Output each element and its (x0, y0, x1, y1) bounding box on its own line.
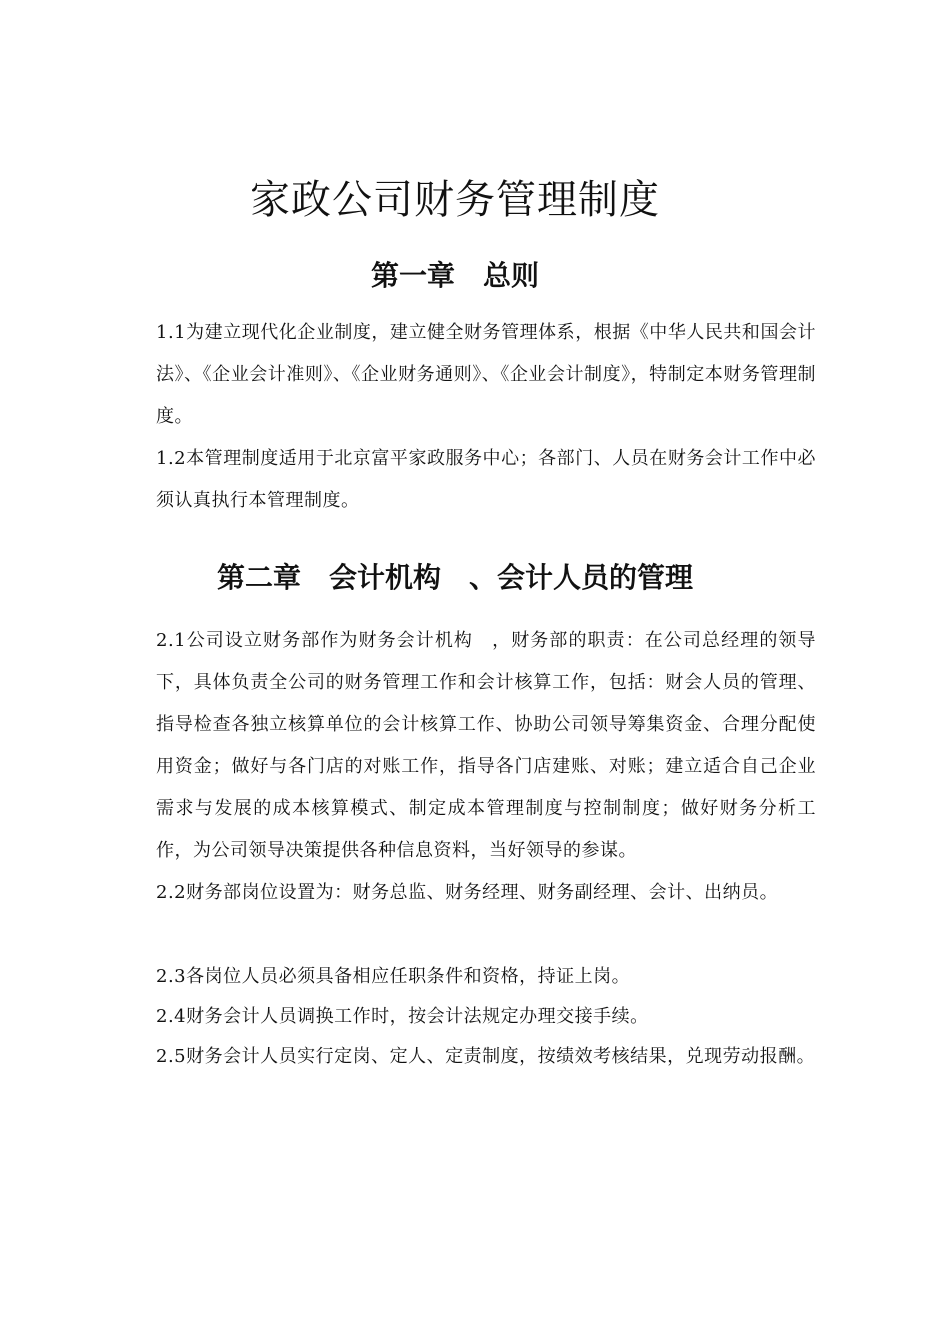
paragraph-2-2: 2.2财务部岗位设置为：财务总监、财务经理、财务副经理、会计、出纳员。 (156, 882, 779, 903)
paragraph-2-4: 2.4财务会计人员调换工作时，按会计法规定办理交接手续。 (156, 1006, 649, 1027)
document-title: 家政公司财务管理制度 (250, 177, 660, 223)
chapter-2-heading: 第二章 会计机构 、会计人员的管理 (216, 561, 693, 594)
paragraph-2-3: 2.3各岗位人员必须具备相应任职条件和资格，持证上岗。 (156, 966, 631, 987)
paragraph-2-1: 2.1公司设立财务部作为财务会计机构 ，财务部的职责：在公司总经理的领导下，具体负责全公司的财务管理工作和会计核算工作，包括：财会人员的管理、指导检查各独立核算单位的会计核算工作、协助公司领导筹集资金、合理分配使用资金；做好与各门店的对账工作，指导各门店建账、对账；建立适合自己企业需求与发展的成本核算模式、制定成本管理制度与控制制度；做好财务分析工作，为公司领导决策提供各种信息资料，当好领导的参谋。 (156, 630, 816, 861)
paragraph-1-2: 1.2本管理制度适用于北京富平家政服务中心；各部门、人员在财务会计工作中必须认真执行本管理制度。 (156, 448, 816, 511)
paragraph-1-1: 1.1为建立现代化企业制度，建立健全财务管理体系，根据《中华人民共和国会计法》、《企业会计准则》、《企业财务通则》、《企业会计制度》，特制定本财务管理制度。 (156, 322, 816, 427)
paragraph-2-5: 2.5财务会计人员实行定岗、定人、定责制度，按绩效考核结果，兑现劳动报酬。 (156, 1046, 816, 1067)
chapter-1-heading: 第一章 总则 (370, 259, 539, 292)
